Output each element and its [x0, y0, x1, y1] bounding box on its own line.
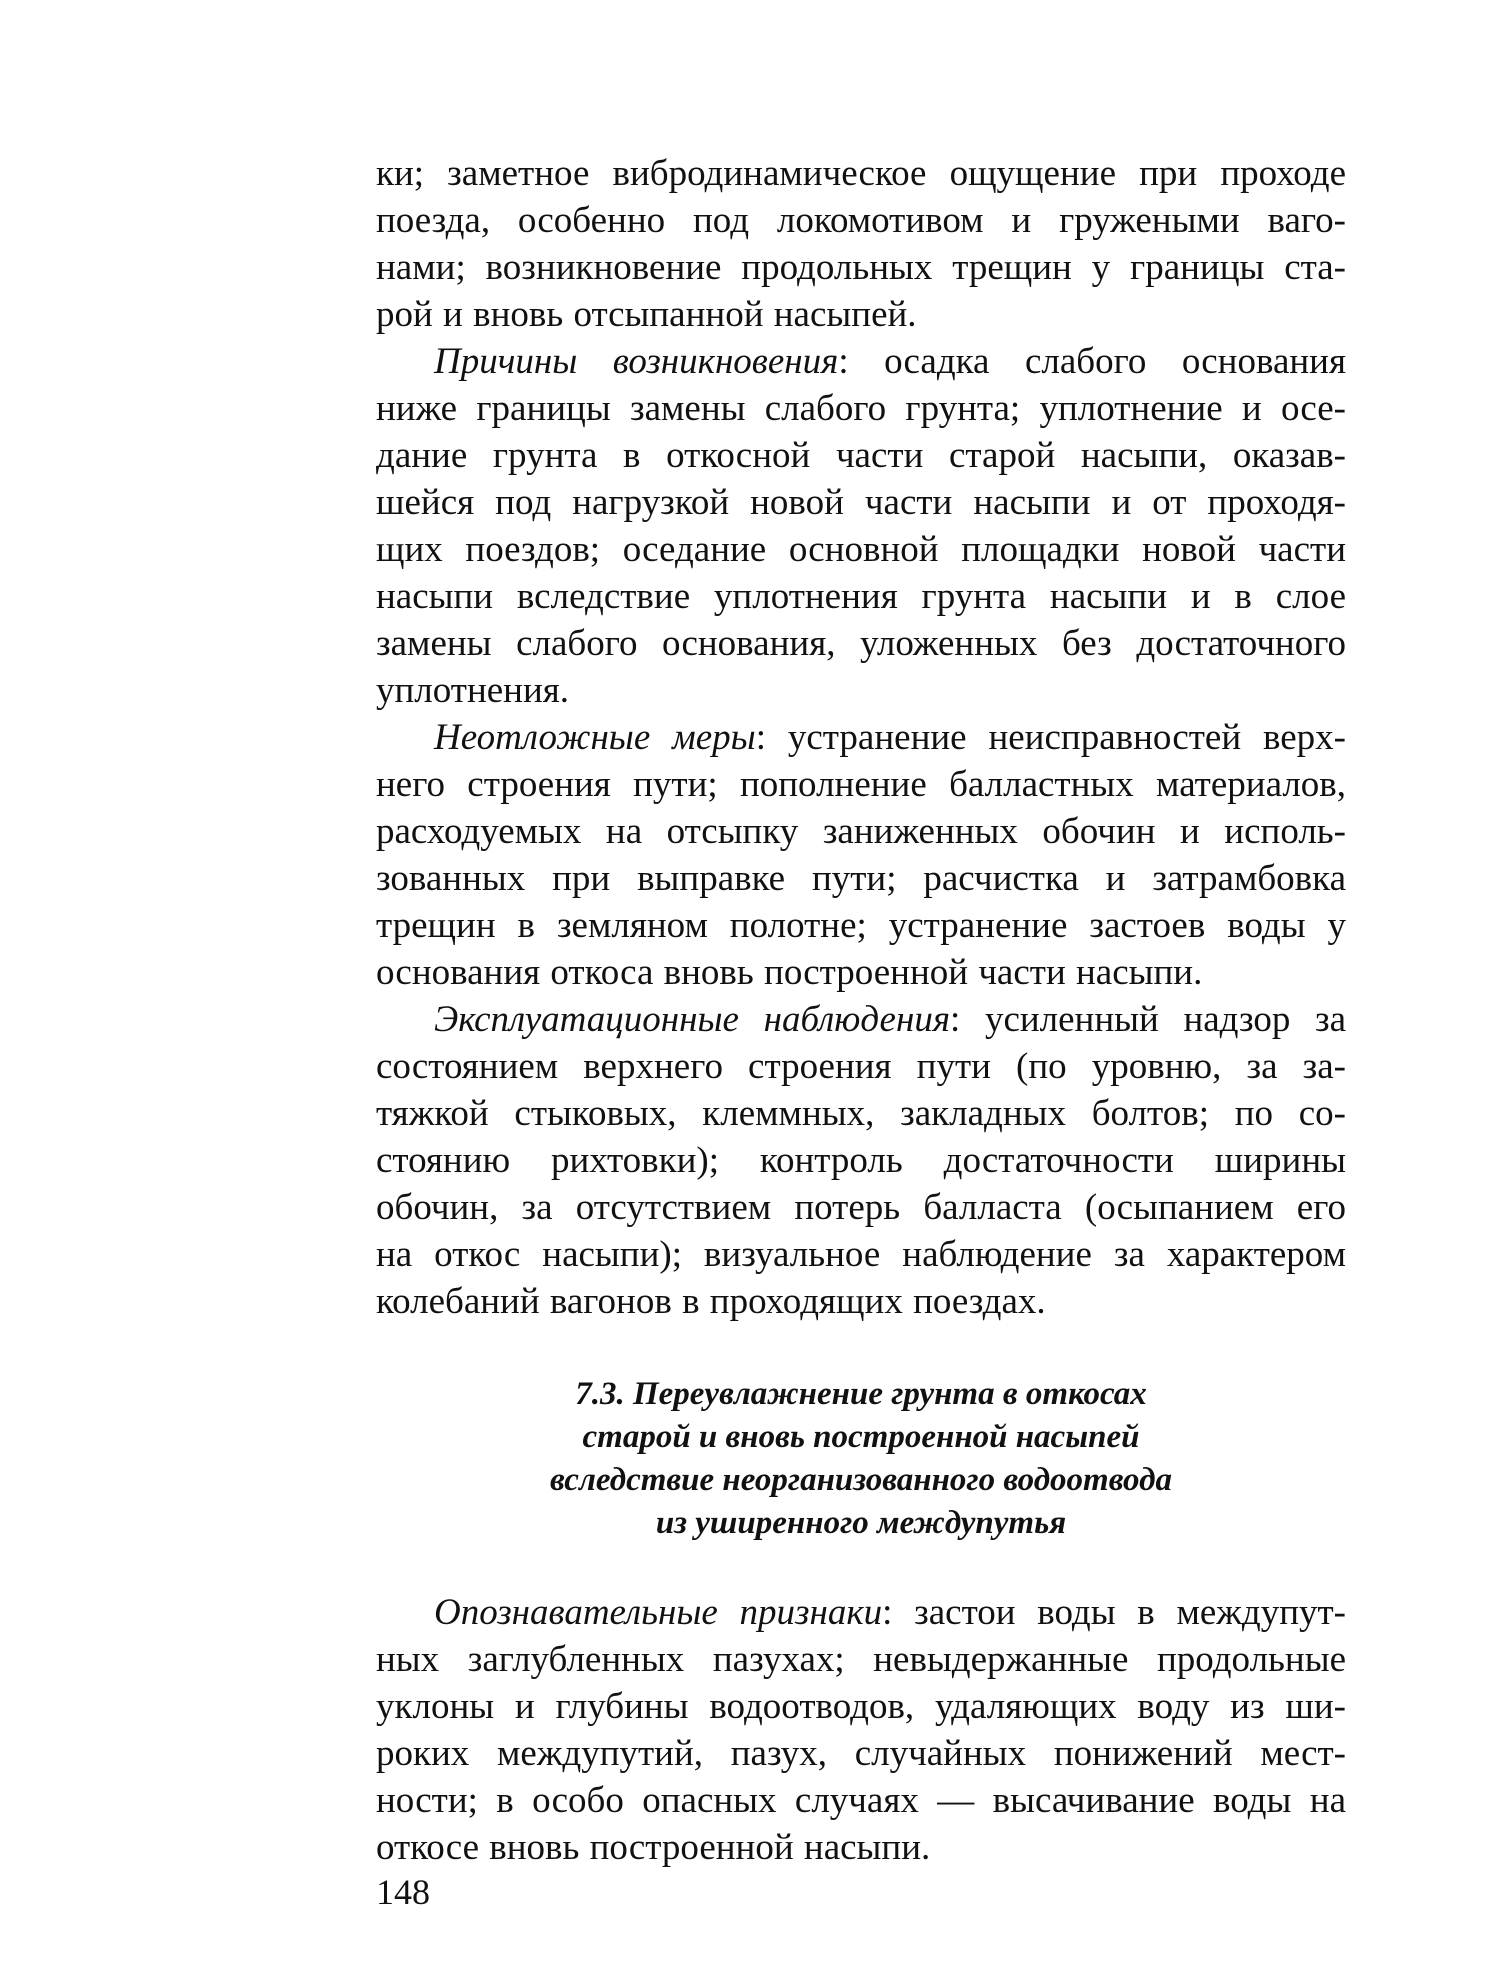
heading-line: вследствие неорганизованного водоотвода [550, 1462, 1172, 1498]
text-line: тяжкой стыковых, клеммных, закладных болтов; по со- [376, 1093, 1346, 1134]
text-line: роких междупутий, пазух, случайных понижений мест- [376, 1733, 1346, 1774]
text-line: щих поездов; оседание основной площадки новой части [376, 529, 1346, 570]
text-line: уплотнения. [376, 670, 570, 711]
text-line: замены слабого основания, уложенных без достаточного [376, 623, 1346, 664]
text-line-first [376, 714, 1346, 761]
paragraph-observations [376, 996, 1346, 1325]
paragraph-lead: Опознавательные признаки [434, 1592, 883, 1633]
text-run: : усиленный надзор за [950, 999, 1347, 1040]
page-number: 148 [376, 1872, 430, 1912]
text-line: состоянием верхнего строения пути (по уровню, за за- [376, 1046, 1346, 1087]
paragraph-identifying-signs [376, 1589, 1346, 1871]
text-line: стоянию рихтовки); контроль достаточности ширины [376, 1140, 1346, 1181]
text-line: ки; заметное вибродинамическое ощущение при проходе [376, 153, 1346, 194]
paragraph-lead: Неотложные меры [434, 717, 756, 758]
paragraph-continuation [376, 150, 1346, 338]
text-line: ных заглубленных пазухах; невыдержанные продольные [376, 1639, 1346, 1680]
paragraph-lead: Причины возникновения [434, 341, 839, 382]
text-line: обочин, за отсутствием потерь балласта (осыпанием его [376, 1187, 1346, 1228]
paragraph-lead: Эксплуатационные наблюдения [434, 999, 951, 1040]
paragraph-causes [376, 338, 1346, 714]
text-line-first [376, 338, 1346, 385]
text-line: колебаний вагонов в проходящих поездах. [376, 1281, 1046, 1322]
heading-line: из уширенного междупутья [655, 1505, 1067, 1541]
page-body [376, 150, 1346, 1871]
text-line: ности; в особо опасных случаях — высачивание воды на [376, 1780, 1346, 1821]
text-line-first [376, 996, 1346, 1043]
section-heading [376, 1373, 1346, 1545]
text-line: насыпи вследствие уплотнения грунта насыпи и в слое [376, 576, 1346, 617]
text-line: откосе вновь построенной насыпи. [376, 1827, 931, 1868]
text-line: расходуемых на отсыпку заниженных обочин и исполь- [376, 811, 1346, 852]
text-run: : застои воды в междупут- [882, 1592, 1346, 1633]
text-line: трещин в земляном полотне; устранение застоев воды у [376, 905, 1346, 946]
text-line: ниже границы замены слабого грунта; уплотнение и осе- [376, 388, 1346, 429]
heading-line: 7.3. Переувлажнение грунта в откосах [575, 1376, 1147, 1412]
text-line: дание грунта в откосной части старой насыпи, оказав- [376, 435, 1346, 476]
text-line: шейся под нагрузкой новой части насыпи и от проходя- [376, 482, 1346, 523]
text-line: нами; возникновение продольных трещин у границы ста- [376, 247, 1346, 288]
paragraph-urgent-measures [376, 714, 1346, 996]
heading-line: старой и вновь построенной насыпей [582, 1419, 1140, 1455]
text-line: него строения пути; пополнение балластных материалов, [376, 764, 1346, 805]
text-line: поезда, особенно под локомотивом и гружеными ваго- [376, 200, 1346, 241]
text-line: уклоны и глубины водоотводов, удаляющих воду из ши- [376, 1686, 1346, 1727]
text-line-first [376, 1589, 1346, 1636]
text-run: : устранение неисправностей верх- [755, 717, 1346, 758]
text-run: : осадка слабого основания [838, 341, 1346, 382]
text-line: на откос насыпи); визуальное наблюдение за характером [376, 1234, 1346, 1275]
text-line: зованных при выправке пути; расчистка и затрамбовка [376, 858, 1346, 899]
text-line: рой и вновь отсыпанной насыпей. [376, 294, 917, 335]
text-line: основания откоса вновь построенной части насыпи. [376, 952, 1203, 993]
